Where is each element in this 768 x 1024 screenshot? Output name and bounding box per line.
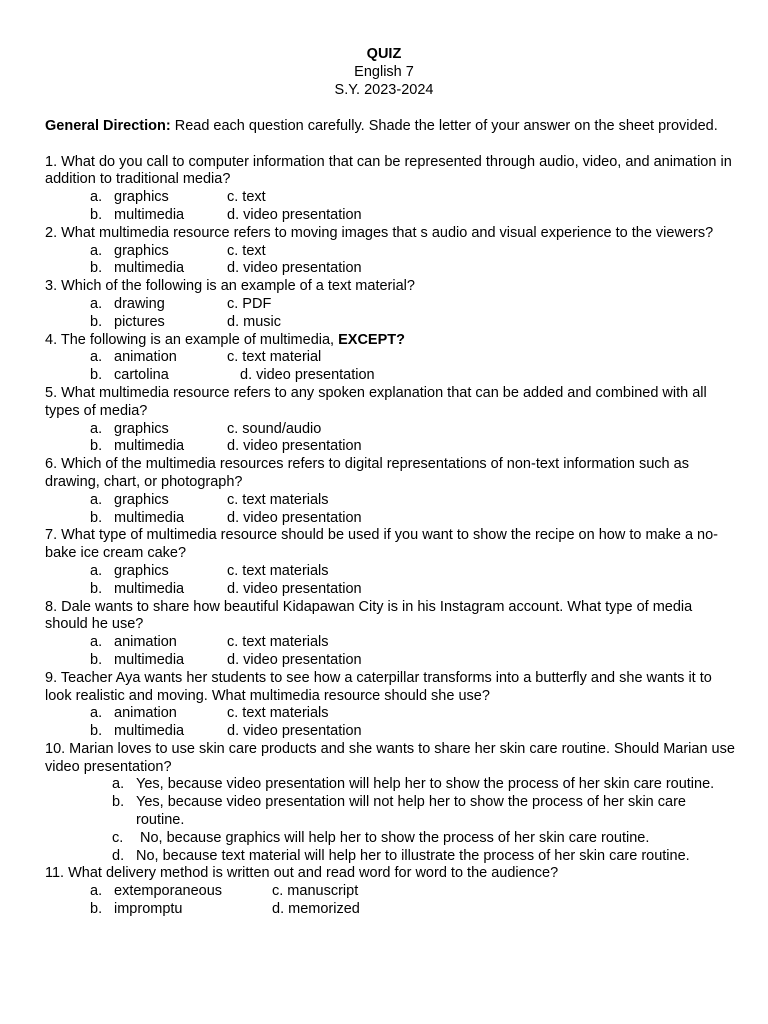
question-5: 5. What multimedia resource refers to any spoken explanation that can be added and combined with all types of media? xyxy=(45,384,707,419)
question-1: 1. What do you call to computer information that can be represented through audio, video, and animation in addition to traditional media? xyxy=(45,153,732,188)
option-d: d. video presentation xyxy=(227,438,362,455)
option-b: multimedia xyxy=(114,206,185,223)
option-row: b. multimedia d. video presentation xyxy=(90,651,362,668)
option-b: impromptu xyxy=(114,901,183,918)
option-row: a. animation c. text material xyxy=(90,349,322,366)
question-4-emphasis: EXCEPT? xyxy=(338,331,405,348)
option-d: d. memorized xyxy=(272,901,360,918)
school-year: S.Y. 2023-2024 xyxy=(334,81,434,98)
option-a: graphics xyxy=(114,562,169,579)
option-a: animation xyxy=(114,634,177,651)
option-d: d. video presentation xyxy=(227,723,362,740)
quiz-header xyxy=(0,46,768,99)
option-row: b. multimedia d. video presentation xyxy=(90,206,362,223)
options-10 xyxy=(112,776,735,865)
question-11: 11. What delivery method is written out and read word for word to the audience? xyxy=(45,865,559,882)
direction-text: Read each question carefully. Shade the letter of your answer on the sheet provided. xyxy=(170,118,718,134)
option-c: c. manuscript xyxy=(272,883,359,900)
options-3 xyxy=(45,296,735,332)
option-c: c. text materials xyxy=(227,491,329,508)
option-b: multimedia xyxy=(114,509,185,526)
options-2 xyxy=(45,243,735,279)
options-8 xyxy=(45,634,735,670)
option-d: d. No, because text material will help her to illustrate the process of her skin care routine. xyxy=(112,847,690,864)
option-row: a. drawing c. PDF xyxy=(90,295,272,312)
options-4 xyxy=(45,349,735,385)
option-row: b. multimedia d. video presentation xyxy=(90,260,362,277)
question-7: 7. What type of multimedia resource should be used if you want to show the recipe on how to make a no-bake ice cream cake? xyxy=(45,527,719,562)
question-8: 8. Dale wants to share how beautiful Kidapawan City is in his Instagram account. What type of media should he use? xyxy=(45,598,693,633)
option-d: d. video presentation xyxy=(227,509,362,526)
option-c: c. text materials xyxy=(227,562,329,579)
option-a: drawing xyxy=(114,295,165,312)
option-a: graphics xyxy=(114,420,169,437)
option-c: c. text materials xyxy=(227,705,329,722)
question-4-text: 4. The following is an example of multimedia, xyxy=(45,331,339,348)
option-row: a. animation c. text materials xyxy=(90,634,329,651)
question-4 xyxy=(45,332,735,350)
option-b: multimedia xyxy=(114,580,185,597)
option-b: b. Yes, because video presentation will not help her to show the process of her skin care routine. xyxy=(112,794,686,829)
option-row: a. graphics c. sound/audio xyxy=(90,420,322,437)
option-d: d. video presentation xyxy=(227,206,362,223)
option-c: c. sound/audio xyxy=(227,420,322,437)
option-row: a. graphics c. text xyxy=(90,189,266,206)
general-direction xyxy=(45,118,735,136)
option-d: d. video presentation xyxy=(227,651,362,668)
option-a: graphics xyxy=(114,189,169,206)
quiz-title: QUIZ xyxy=(366,46,402,62)
options-9 xyxy=(45,705,735,741)
option-b: multimedia xyxy=(114,651,185,668)
question-2: 2. What multimedia resource refers to moving images that s audio and visual experience to the viewers? xyxy=(45,224,714,241)
option-row: b. multimedia d. video presentation xyxy=(90,438,362,455)
question-3: 3. Which of the following is an example of a text material? xyxy=(45,278,415,295)
option-c: c. text xyxy=(227,189,266,206)
option-row: b. impromptu d. memorized xyxy=(90,901,360,918)
option-a: animation xyxy=(114,349,177,366)
option-row: b. multimedia d. video presentation xyxy=(90,509,362,526)
options-6 xyxy=(45,492,735,528)
question-10: 10. Marian loves to use skin care products and she wants to share her skin care routine. Should Marian use video presentation? xyxy=(45,740,735,775)
quiz-content xyxy=(45,118,735,919)
options-5 xyxy=(45,421,735,457)
quiz-subject: English 7 xyxy=(354,63,414,80)
option-a: animation xyxy=(114,705,177,722)
option-c: c. text xyxy=(227,242,266,259)
option-row: a. graphics c. text materials xyxy=(90,491,329,508)
options-1 xyxy=(45,189,735,225)
option-c: c. text material xyxy=(227,349,322,366)
option-a: extemporaneous xyxy=(114,883,223,900)
option-c: c. text materials xyxy=(227,634,329,651)
option-row: b. multimedia d. video presentation xyxy=(90,723,362,740)
option-d: d. video presentation xyxy=(227,260,362,277)
option-row: b. multimedia d. video presentation xyxy=(90,580,362,597)
option-d: d. video presentation xyxy=(227,580,362,597)
option-b: multimedia xyxy=(114,438,185,455)
option-row: a. graphics c. text xyxy=(90,242,266,259)
option-d: d. video presentation xyxy=(240,367,375,384)
question-6: 6. Which of the multimedia resources refers to digital representations of non-text information such as drawing, chart, or photograph? xyxy=(45,456,689,490)
options-7 xyxy=(45,563,735,599)
question-9: 9. Teacher Aya wants her students to see how a caterpillar transforms into a butterfly and she wants it to look realistic and moving. What multimedia resource should she use? xyxy=(45,669,712,704)
option-row: b. cartolina d. video presentation xyxy=(90,367,375,384)
option-a: a. Yes, because video presentation will help her to show the process of her skin care routine. xyxy=(112,776,715,793)
option-row: a. graphics c. text materials xyxy=(90,562,329,579)
option-a: graphics xyxy=(114,242,169,259)
option-b: multimedia xyxy=(114,260,185,277)
option-d: d. music xyxy=(227,313,281,330)
option-b: pictures xyxy=(114,313,165,330)
option-a: graphics xyxy=(114,491,169,508)
option-row: a. extemporaneous c. manuscript xyxy=(90,883,359,900)
option-b: cartolina xyxy=(114,367,169,384)
option-b: multimedia xyxy=(114,723,185,740)
option-c: c. No, because graphics will help her to show the process of her skin care routine. xyxy=(112,829,650,846)
option-row: b. pictures d. music xyxy=(90,313,281,330)
spacer xyxy=(45,136,735,154)
options-11 xyxy=(45,883,735,919)
option-c: c. PDF xyxy=(227,295,272,312)
option-row: a. animation c. text materials xyxy=(90,705,329,722)
direction-label: General Direction: xyxy=(45,118,171,134)
